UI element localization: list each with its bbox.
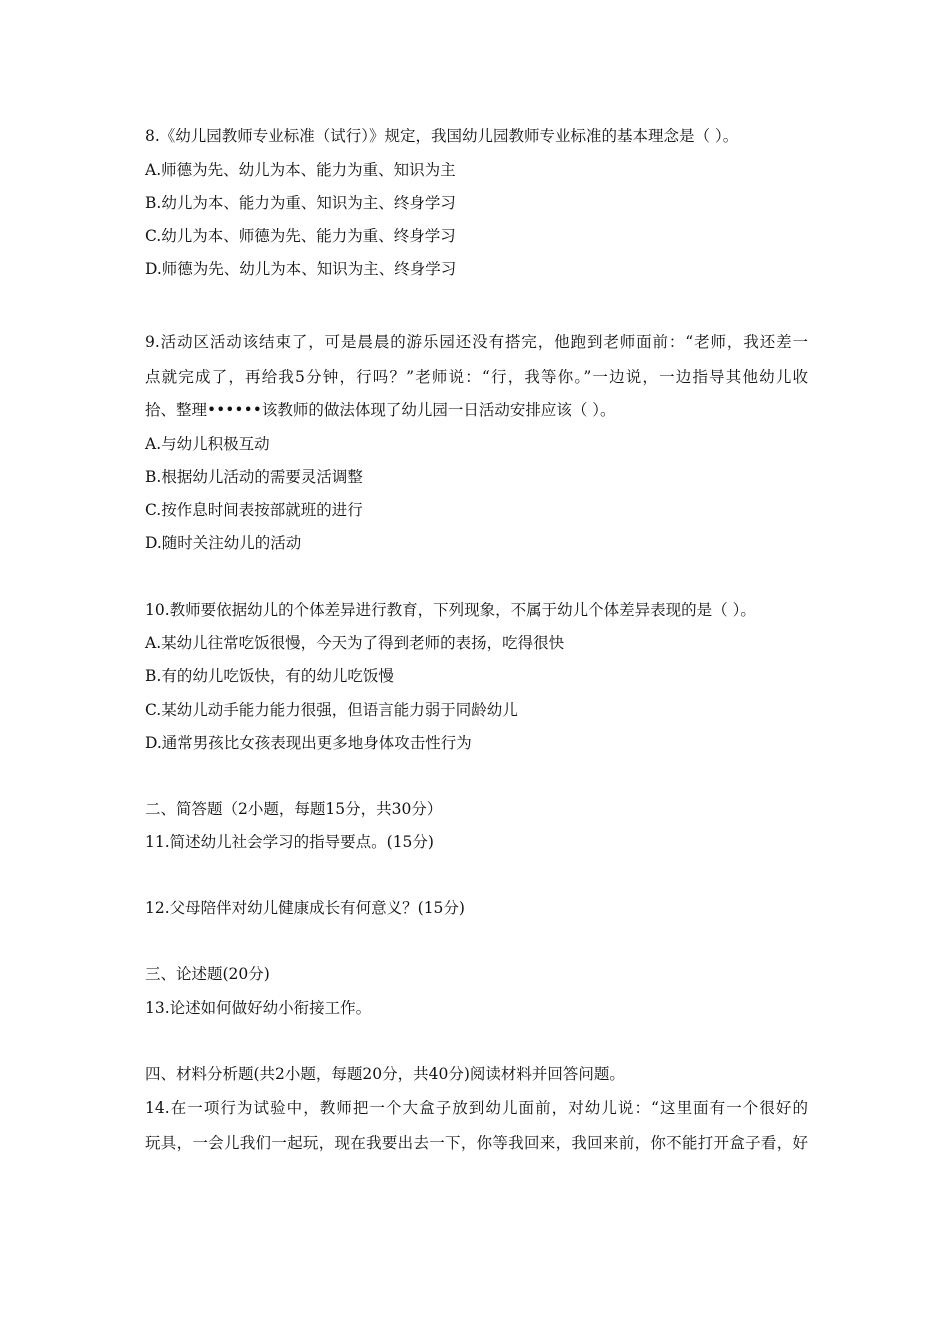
section-2-heading: 二、简答题（2小题，每题15分，共30分） — [145, 800, 443, 818]
question-8-option-d: D.师德为先、幼儿为本、知识为主、终身学习 — [145, 260, 457, 278]
question-9-option-a: A.与幼儿积极互动 — [145, 435, 270, 453]
question-8-option-a: A.师德为先、幼儿为本、能力为重、知识为主 — [145, 161, 456, 179]
section-3-heading: 三、论述题(20分) — [145, 965, 270, 983]
question-9-stem-line-3: 拾、整理••••••该教师的做法体现了幼儿园一日活动安排应该（ ）。 — [145, 401, 616, 419]
question-10-option-b: B.有的幼儿吃饭快，有的幼儿吃饭慢 — [145, 667, 394, 685]
question-13: 13.论述如何做好幼小衔接工作。 — [145, 999, 372, 1017]
question-10-option-a: A.某幼儿往常吃饭很慢，今天为了得到老师的表扬，吃得很快 — [145, 634, 565, 652]
question-11: 11.简述幼儿社会学习的指导要点。(15分) — [145, 833, 434, 851]
question-9-stem-line-1: 9.活动区活动该结束了，可是晨晨的游乐园还没有搭完，他跑到老师面前：“老师，我还差一 — [145, 333, 808, 351]
question-10-option-c: C.某幼儿动手能力能力很强，但语言能力弱于同龄幼儿 — [145, 701, 518, 719]
question-8-option-b: B.幼儿为本、能力为重、知识为主、终身学习 — [145, 194, 456, 212]
question-12: 12.父母陪伴对幼儿健康成长有何意义？(15分) — [145, 899, 465, 917]
question-14-line-2: 玩具，一会儿我们一起玩，现在我要出去一下，你等我回来，我回来前，你不能打开盒子看，好 — [145, 1134, 808, 1152]
question-10-stem: 10.教师要依据幼儿的个体差异进行教育，下列现象，不属于幼儿个体差异表现的是（ ）。 — [145, 601, 756, 619]
question-10-option-d: D.通常男孩比女孩表现出更多地身体攻击性行为 — [145, 734, 472, 752]
question-9-option-d: D.随时关注幼儿的活动 — [145, 534, 302, 552]
question-9-option-c: C.按作息时间表按部就班的进行 — [145, 501, 363, 519]
question-8-stem: 8.《幼儿园教师专业标准（试行）》规定，我国幼儿园教师专业标准的基本理念是（ ）。 — [145, 127, 739, 145]
section-4-heading: 四、材料分析题(共2小题，每题20分，共40分)阅读材料并回答问题。 — [145, 1065, 625, 1083]
question-8-option-c: C.幼儿为本、师德为先、能力为重、终身学习 — [145, 227, 456, 245]
question-9-option-b: B.根据幼儿活动的需要灵活调整 — [145, 468, 363, 486]
question-9-stem-line-2: 点就完成了，再给我5分钟，行吗？”老师说：“行，我等你。”一边说，一边指导其他幼儿收 — [145, 368, 808, 386]
question-14-line-1: 14.在一项行为试验中，教师把一个大盒子放到幼儿面前，对幼儿说：“这里面有一个很好的 — [145, 1099, 808, 1117]
